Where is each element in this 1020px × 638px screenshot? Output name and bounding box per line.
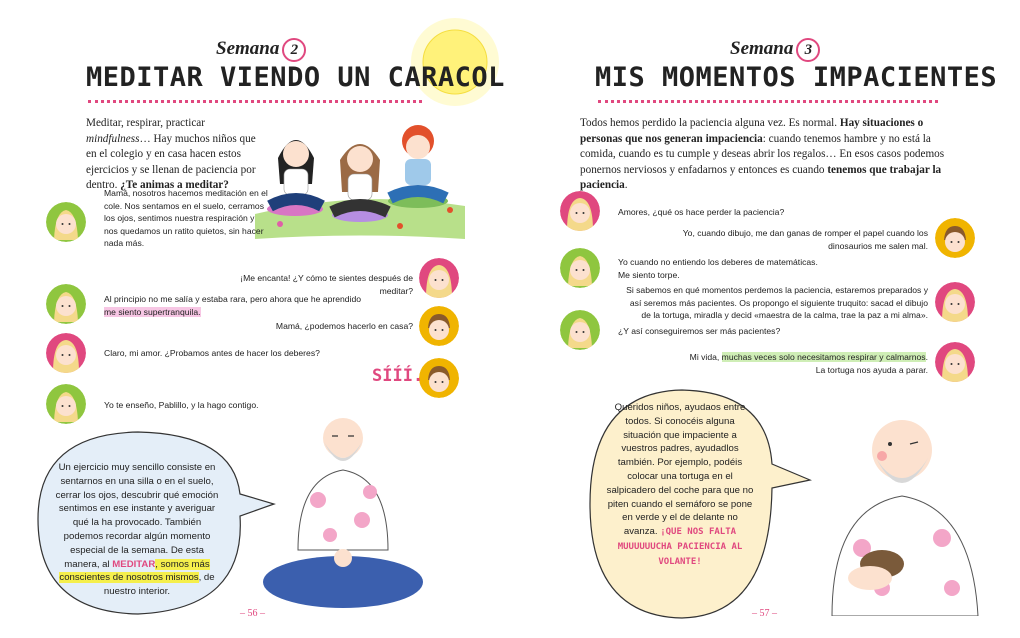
title-underline	[598, 100, 938, 103]
avatar-girl-green	[46, 384, 86, 424]
kids-meditating-illustration	[250, 114, 470, 244]
avatar-boy-yellow	[419, 358, 459, 398]
chat-message: Mamá, nosotros hacemos meditación en el cole. Nos sentamos en el suelo, cerramos los ojos, sentimos nuestra respiración y nos quedamos un ratito quietos, sin hacer nada más.	[104, 188, 268, 248]
chat-message: Si sabemos en qué momentos perdemos la paciencia, estaremos preparados y así seremos más pacientes. Os propongo el siguiente truquito: sacad el dibujo de la tortuga, miradla y decid «maestra de la calma, trae la paz a mi alma».	[626, 285, 928, 320]
intro-paragraph: Meditar, respirar, practicar mindfulness… Hay muchos niños que en el colegio y en casa hacen estos ejercicios y se llenan de paciencia por dentro. ¿Te animas a meditar?	[86, 117, 256, 191]
avatar-girl-green	[46, 284, 86, 324]
page-title: MIS MOMENTOS IMPACIENTES	[595, 62, 998, 93]
chat-message: Amores, ¿qué os hace perder la paciencia?	[618, 207, 785, 217]
chat-message: Yo, cuando dibujo, me dan ganas de romper el papel cuando los dinosaurios me salen mal.	[682, 228, 928, 251]
speech-bubble-text: Un ejercicio muy sencillo consiste en sentarnos en una silla o en el suelo, cerrar los ojos, descubrir qué emoción sentimos en ese instante y averiguar qué la ha provocado. También podemos recordar algún momento especial de la semana. De esta manera, al MEDITAR, somos más conscientes de nosotros mismos, de nuestro interior.	[55, 462, 219, 598]
avatar-mom-pink	[46, 333, 86, 373]
avatar-girl-green	[560, 248, 600, 288]
chat-message: Yo te enseño, Pablillo, y la hago contigo.	[104, 400, 259, 410]
avatar-girl-green	[46, 202, 86, 242]
chat-message: Claro, mi amor. ¿Probamos antes de hacer los deberes?	[104, 348, 320, 358]
chat-message: Yo cuando no entiendo los deberes de matemáticas. Me siento torpe.	[618, 257, 818, 280]
sun-illustration	[395, 8, 510, 108]
title-underline	[88, 100, 422, 103]
avatar-boy-yellow	[935, 218, 975, 258]
chat-message-shout: SÍÍÍ.	[372, 366, 424, 386]
avatar-mom-pink	[419, 258, 459, 298]
page-title: MEDITAR VIENDO UN CARACOL	[86, 62, 505, 93]
chat-message: Mi vida, muchas veces solo necesitamos respirar y calmarnos. La tortuga nos ayuda a parar.	[689, 352, 928, 375]
intro-paragraph: Todos hemos perdido la paciencia alguna vez. Es normal. Hay situaciones o personas que nos generan impaciencia: cuando tenemos hambre y no está la comida, cuando es tu cumple y deseas abrir los regalos… En esos casos podemos ponernos nerviosos y enfadarnos y entonces es cuando tenemos que trabajar la paciencia.	[580, 117, 945, 191]
right-page	[510, 0, 1020, 638]
grandpa-meditating-illustration	[258, 400, 428, 615]
avatar-mom-pink	[935, 342, 975, 382]
speech-bubble-text: Queridos niños, ayudaos entre todos. Si conocéis alguna situación que impaciente a vuestros padres, ayudadlos también. Por ejemplo, podéis colocar una tortuga en el salpicadero del coche para que no piten cuando el semáforo se pone en verde y el de delante no avanza. ¡QUE NOS FALTA MUUUUUUCHA PACIENCIA AL VOLANTE!	[606, 402, 754, 567]
avatar-mom-pink	[560, 191, 600, 231]
page-number: – 57 –	[752, 608, 777, 619]
week-heading: Semana 3	[730, 38, 820, 62]
chat-message: ¡Me encanta! ¿Y cómo te sientes después de meditar?	[240, 273, 413, 296]
avatar-boy-yellow	[419, 306, 459, 346]
chat-message: ¿Y así conseguiremos ser más pacientes?	[618, 326, 781, 336]
avatar-girl-green	[560, 310, 600, 350]
grandpa-turtle-illustration	[802, 388, 988, 616]
chat-message: Mamá, ¿podemos hacerlo en casa?	[275, 321, 413, 331]
chat-message: Al principio no me salía y estaba rara, pero ahora que he aprendido me siento supertranquila.	[104, 294, 362, 317]
week-heading: Semana 2	[216, 38, 306, 62]
avatar-mom-pink	[935, 282, 975, 322]
page-number: – 56 –	[240, 608, 265, 619]
